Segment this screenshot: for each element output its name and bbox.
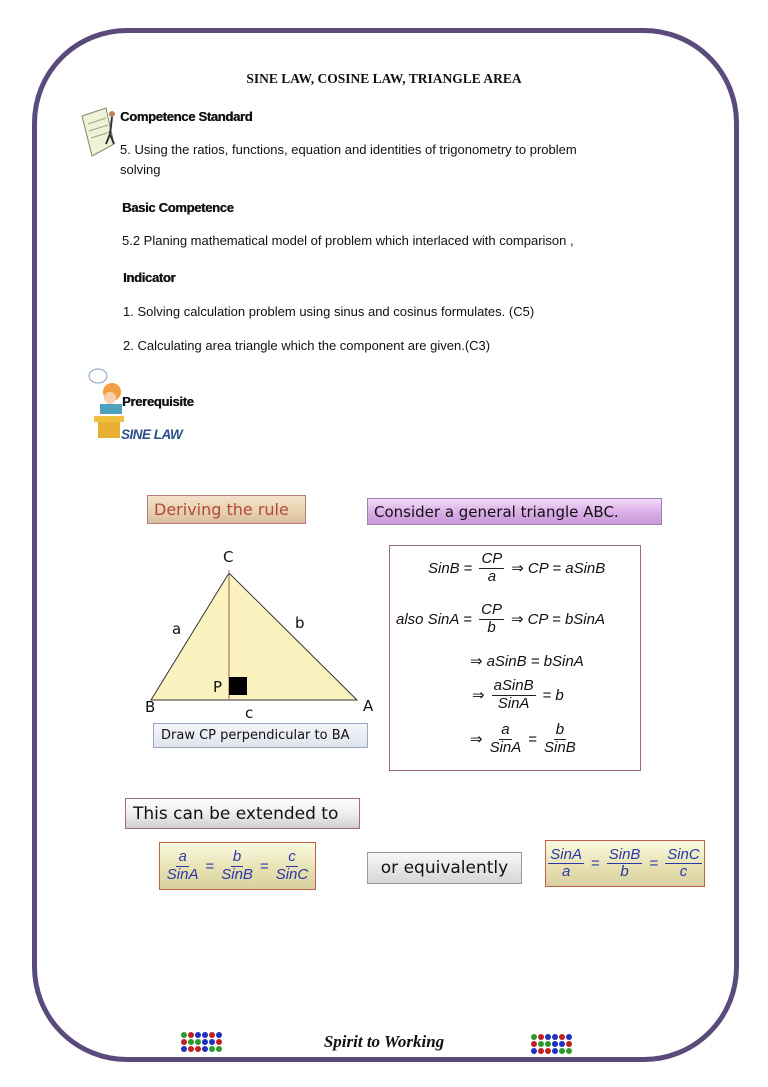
equation-4: ⇒ $\frac{\text{aSinB}}{\text{SinA}}$ = b [472, 677, 564, 712]
dots-decoration-icon [531, 1034, 572, 1054]
extended-label: This can be extended to [125, 798, 360, 829]
indicator-item: 2. Calculating area triangle which the component are given.(C3) [123, 338, 491, 353]
or-equivalently-label: or equivalently [367, 852, 522, 884]
sine-law-subheading: SINE LAW [121, 427, 183, 442]
side-c-label: c [245, 704, 254, 722]
vertex-b-label: B [145, 698, 156, 716]
competence-standard-text-cont: solving [120, 162, 161, 177]
prerequisite-heading: Prerequisite [122, 394, 194, 409]
side-a-label: a [172, 620, 182, 638]
equation-1: SinB = $\frac{CP}{a}$ ⇒ CP = aSinB [428, 550, 606, 585]
draw-cp-note: Draw CP perpendicular to BA [153, 723, 368, 748]
deriving-rule-label: Deriving the rule [147, 495, 306, 524]
sine-law-formula-left: $\frac{a}{\text{SinA}}$ = $\frac{b}{\text{SinB}}$ = $\frac{c}{\text{SinC}}$ [159, 842, 316, 890]
vertex-a-label: A [363, 697, 374, 715]
competence-standard-heading: Competence Standard [120, 109, 253, 124]
indicator-heading: Indicator [123, 270, 176, 285]
side-b-label: b [295, 614, 305, 632]
basic-competence-heading: Basic Competence [122, 200, 234, 215]
page-title: SINE LAW, COSINE LAW, TRIANGLE AREA [246, 71, 522, 86]
competence-standard-text: 5. Using the ratios, functions, equation and identities of trigonometry to problem [120, 142, 577, 157]
derivation-equations [389, 545, 641, 771]
point-p-label: P [213, 678, 223, 696]
vertex-c-label: C [223, 548, 234, 566]
right-angle-marker [229, 677, 247, 695]
indicator-item: 1. Solving calculation problem using sinus and cosinus formulates. (C5) [123, 304, 535, 319]
basic-competence-text: 5.2 Planing mathematical model of problem which interlaced with comparison , [122, 233, 574, 248]
equation-3: ⇒ aSinB = bSinA [470, 652, 584, 670]
footer-motto: Spirit to Working [323, 1032, 445, 1051]
sine-law-formula-right: $\frac{\text{SinA}}{a}$ = $\frac{\text{SinB}}{b}$ = $\frac{\text{SinC}}{c}$ [545, 840, 705, 887]
equation-5: ⇒ $\frac{a}{\text{SinA}}$ = $\frac{b}{\text{SinB}}$ [470, 721, 576, 756]
consider-triangle-label: Consider a general triangle ABC. [367, 498, 662, 525]
equation-2: also SinA = $\frac{CP}{b}$ ⇒ CP = bSinA [396, 601, 605, 636]
